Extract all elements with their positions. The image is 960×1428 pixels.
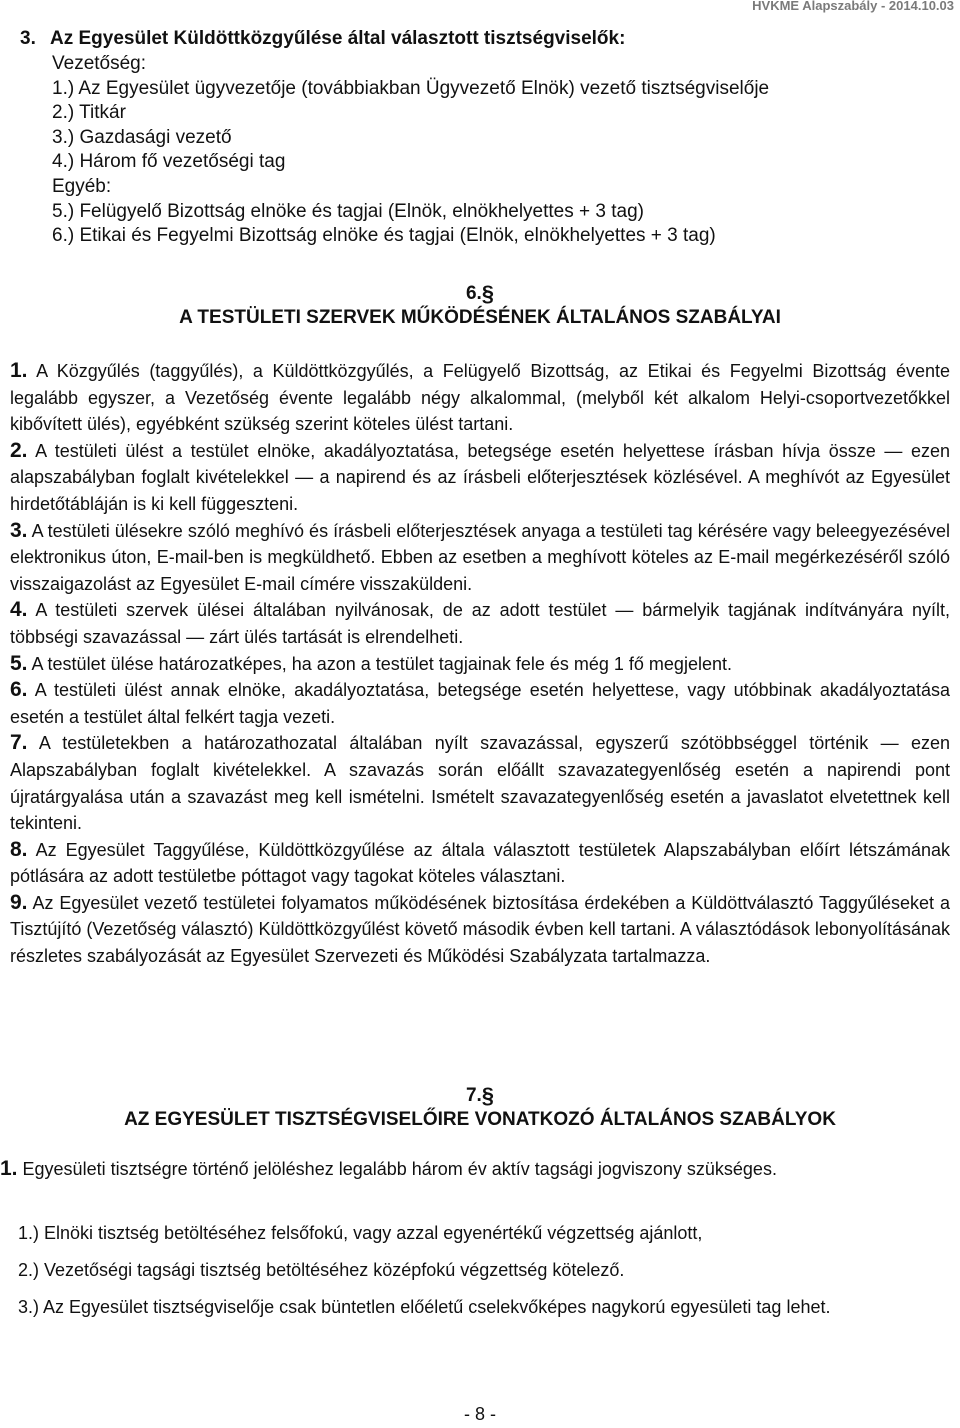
paragraph-text: Az Egyesület vezető testületei folyamatos működésének biztosítása érdekében a Küldöttválasztó Taggyűléseket a Tisztújító (Vezetőség választó) Küldöttközgyűlést követő második évben kell tartani. A választódások lebonyolításának részletes szabályozását az Egyesület Szervezeti és Működési Szabályzata tartalmazza.: [10, 892, 950, 967]
paragraph-text: Egyesületi tisztségre történő jelöléshez legalább három év aktív tagsági jogviszony szükséges.: [22, 1159, 777, 1179]
paragraph-text: A testületekben a határozathozatal általában nyílt szavazással, egyszerű szótöbbséggel történik — ezen Alapszabályban foglalt kivételekkel. A szavazás során előállt szavazategyenlőség esetén a napirendi pont újratárgyalása után a szavazást meg kell ismételni. Ismételt szavazategyenlőség esetén a javaslatot elvetettnek kell tekinteni.: [10, 733, 950, 834]
paragraph-number: 1.: [0, 1157, 18, 1180]
section-title: Az Egyesület Küldöttközgyűlése által választott tisztségviselők:: [50, 28, 626, 49]
document-header: HVKME Alapszabály - 2014.10.03: [752, 0, 954, 13]
paragraph: [10, 651, 950, 678]
chapter-title: AZ EGYESÜLET TISZTSÉGVISELŐIRE VONATKOZÓ ÁLTALÁNOS SZABÁLYOK: [124, 1109, 836, 1130]
list-item: 2.) Titkár: [52, 102, 126, 124]
section-number: 3.: [20, 28, 36, 49]
chapter-title: A TESTÜLETI SZERVEK MŰKÖDÉSÉNEK ÁLTALÁNOS SZABÁLYAI: [179, 307, 781, 328]
sub-item: 2.) Vezetőségi tagsági tisztség betöltéséhez középfokú végzettség kötelező.: [18, 1260, 625, 1280]
list-item: 4.) Három fő vezetőségi tag: [52, 151, 286, 173]
paragraph: [10, 597, 950, 650]
paragraph-number: 9.: [10, 890, 28, 914]
list-item: 6.) Etikai és Fegyelmi Bizottság elnöke és tagjai (Elnök, elnökhelyettes + 3 tag): [52, 225, 716, 247]
paragraph: [10, 677, 950, 730]
paragraph: [10, 518, 950, 598]
chapter-7-body: [0, 1156, 952, 1183]
list-item: 5.) Felügyelő Bizottság elnöke és tagjai (Elnök, elnökhelyettes + 3 tag): [52, 200, 644, 222]
paragraph: [0, 1156, 952, 1183]
chapter-number: 7.: [465, 1085, 482, 1106]
paragraph-number: 8.: [10, 837, 28, 861]
paragraph-text: Az Egyesület Taggyűlése, Küldöttközgyűlése az általa választott testületek Alapszabályban előírt létszámának pótlására az adott testületbe póttagot vagy tagokat köteles választani.: [10, 839, 950, 887]
chapter-7-heading: [0, 1084, 960, 1132]
paragraph-number: 2.: [10, 438, 28, 462]
paragraph-number: 3.: [10, 518, 28, 542]
paragraph-number: 7.: [10, 731, 28, 755]
section-3-heading: [20, 28, 625, 50]
list-item: 1.) Az Egyesület ügyvezetője (továbbiakban Ügyvezető Elnök) vezető tisztségviselője: [52, 77, 770, 99]
paragraph-number: 4.: [10, 598, 28, 622]
paragraph-text: A Közgyűlés (taggyűlés), a Küldöttközgyűlés, a Felügyelő Bizottság, az Etikai és Fegyelmi Bizottság évente legalább egyszer, a Vezetőség évente legalább négy alkalommal, (melyből két alkalom Helyi-csoportvezetőkkel kibővített ülés), egyébként szükség szerint köteles ülést tartani.: [10, 361, 950, 435]
chapter-6-body: [10, 358, 950, 970]
list-item: Vezetőség:: [52, 53, 147, 74]
paragraph-number: 6.: [10, 678, 28, 702]
paragraph-number: 1.: [10, 359, 28, 382]
chapter-number: 6.: [465, 283, 482, 304]
list-item: 3.) Gazdasági vezető: [52, 126, 232, 148]
paragraph-text: A testületi ülést a testület elnöke, akadályoztatása, betegsége esetén helyettese írásban hívja össze — ezen alapszabályban foglalt kivételekkel — a napirend és az írásbeli előterjesztések közlésével. A meghívót az Egyesület hirdetőtábláján is ki kell függeszteni.: [10, 440, 950, 514]
paragraph: [10, 890, 950, 970]
paragraph: [10, 730, 950, 836]
sub-item: 3.) Az Egyesület tisztségviselője csak büntetlen előéletű cselekvőképes nagykorú egyesületi tag lehet.: [18, 1297, 831, 1317]
paragraph-text: A testületi ülést annak elnöke, akadályoztatása, betegsége esetén helyettese, vagy utóbbinak akadályoztatása esetén a testület által felkért tagja vezeti.: [10, 680, 950, 727]
paragraph-mark: §: [481, 281, 495, 306]
paragraph-text: A testületi szervek ülései általában nyilvánosak, de az adott testület — bármelyik tagjának indítványára nyílt, többségi szavazással — zárt ülés tartását is elrendelheti.: [10, 600, 950, 647]
paragraph-mark: §: [481, 1083, 495, 1108]
officer-list: [52, 52, 769, 249]
sub-item: 1.) Elnöki tisztség betöltéséhez felsőfokú, vagy azzal egyenértékű végzettség ajánlott,: [18, 1223, 703, 1243]
paragraph-text: A testület ülése határozatképes, ha azon a testület tagjainak fele és még 1 fő megjelent.: [31, 653, 732, 674]
paragraph: [10, 837, 950, 890]
paragraph: [10, 438, 950, 518]
chapter-6-heading: [0, 282, 960, 330]
page-number: - 8 -: [463, 1404, 496, 1424]
paragraph-text: A testületi ülésekre szóló meghívó és írásbeli előterjesztések anyaga a testületi tag kérésére vagy beleegyezésével elektronikus úton, E-mail-ben is megküldhető. Ebben az esetben a meghívott köteles az E-mail megérkezéséről szóló visszaigazolást az Egyesület E-mail címére visszaküldeni.: [10, 520, 950, 594]
list-item: Egyéb:: [52, 175, 112, 197]
paragraph-number: 5.: [10, 651, 28, 675]
paragraph: [10, 358, 950, 438]
